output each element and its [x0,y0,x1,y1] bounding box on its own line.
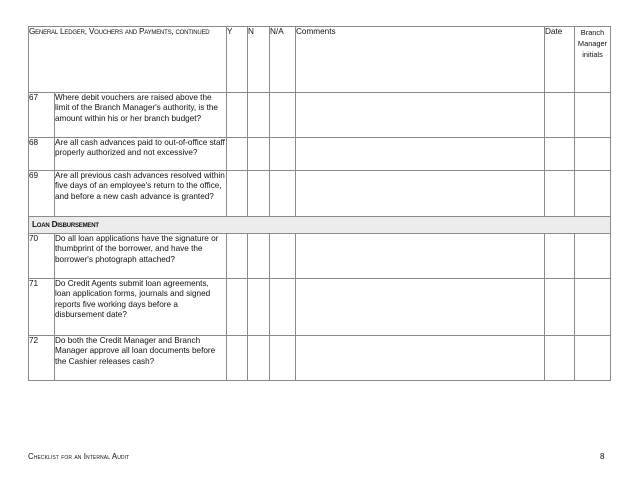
table-row [29,279,611,336]
row-question: Do Credit Agents submit loan agreements, loan application forms, journals and signed reports five working days before a disbursement date? [55,279,227,336]
row-question: Do both the Credit Manager and Branch Manager approve all loan documents before the Cashier releases cash? [55,336,227,381]
comments-cell[interactable] [296,279,545,336]
column-header-no: N [248,27,270,93]
footer-document-title: Checklist for an Internal Audit [28,452,130,461]
column-header-yes: Y [227,27,248,93]
date-cell[interactable] [545,279,575,336]
column-header-na: N/A [270,27,296,93]
comments-cell[interactable] [296,138,545,171]
table-header-row [29,27,611,93]
table-row [29,171,611,217]
row-question: Do all loan applications have the signature or thumbprint of the borrower, and have the borrower's photograph attached? [55,234,227,279]
table-row [29,93,611,138]
row-number: 71 [29,279,55,336]
no-cell[interactable] [248,171,270,217]
comments-cell[interactable] [296,171,545,217]
row-question: Where debit vouchers are raised above the limit of the Branch Manager's authority, is the amount within his or her branch budget? [55,93,227,138]
row-question: Are all previous cash advances resolved within five days of an employee's return to the office, and before a new cash advance is granted? [55,171,227,217]
row-number: 72 [29,336,55,381]
no-cell[interactable] [248,93,270,138]
comments-cell[interactable] [296,93,545,138]
yes-cell[interactable] [227,279,248,336]
row-number: 70 [29,234,55,279]
row-number: 69 [29,171,55,217]
initials-cell[interactable] [575,279,611,336]
comments-cell[interactable] [296,234,545,279]
row-number: 68 [29,138,55,171]
yes-cell[interactable] [227,138,248,171]
no-cell[interactable] [248,336,270,381]
date-cell[interactable] [545,93,575,138]
date-cell[interactable] [545,234,575,279]
no-cell[interactable] [248,234,270,279]
no-cell[interactable] [248,138,270,171]
table-row [29,138,611,171]
na-cell[interactable] [270,138,296,171]
column-header-branch-manager: Branch Manager initials [575,27,611,93]
table-row [29,234,611,279]
audit-checklist-table [28,26,611,381]
yes-cell[interactable] [227,234,248,279]
na-cell[interactable] [270,336,296,381]
na-cell[interactable] [270,279,296,336]
row-question: Are all cash advances paid to out-of-office staff properly authorized and not excessive? [55,138,227,171]
no-cell[interactable] [248,279,270,336]
comments-cell[interactable] [296,336,545,381]
section-title: General Ledger, Vouchers and Payments, continued [29,27,227,93]
column-header-comments: Comments [296,27,545,93]
column-header-date: Date [545,27,575,93]
yes-cell[interactable] [227,93,248,138]
na-cell[interactable] [270,93,296,138]
initials-cell[interactable] [575,93,611,138]
row-number: 67 [29,93,55,138]
table-row [29,336,611,381]
yes-cell[interactable] [227,171,248,217]
na-cell[interactable] [270,234,296,279]
date-cell[interactable] [545,138,575,171]
initials-cell[interactable] [575,234,611,279]
date-cell[interactable] [545,336,575,381]
yes-cell[interactable] [227,336,248,381]
loan-disbursement-section-row [29,217,611,234]
initials-cell[interactable] [575,336,611,381]
loan-disbursement-title: Loan Disbursement [29,217,611,234]
na-cell[interactable] [270,171,296,217]
initials-cell[interactable] [575,138,611,171]
date-cell[interactable] [545,171,575,217]
footer-page-number: 8 [600,452,605,461]
initials-cell[interactable] [575,171,611,217]
